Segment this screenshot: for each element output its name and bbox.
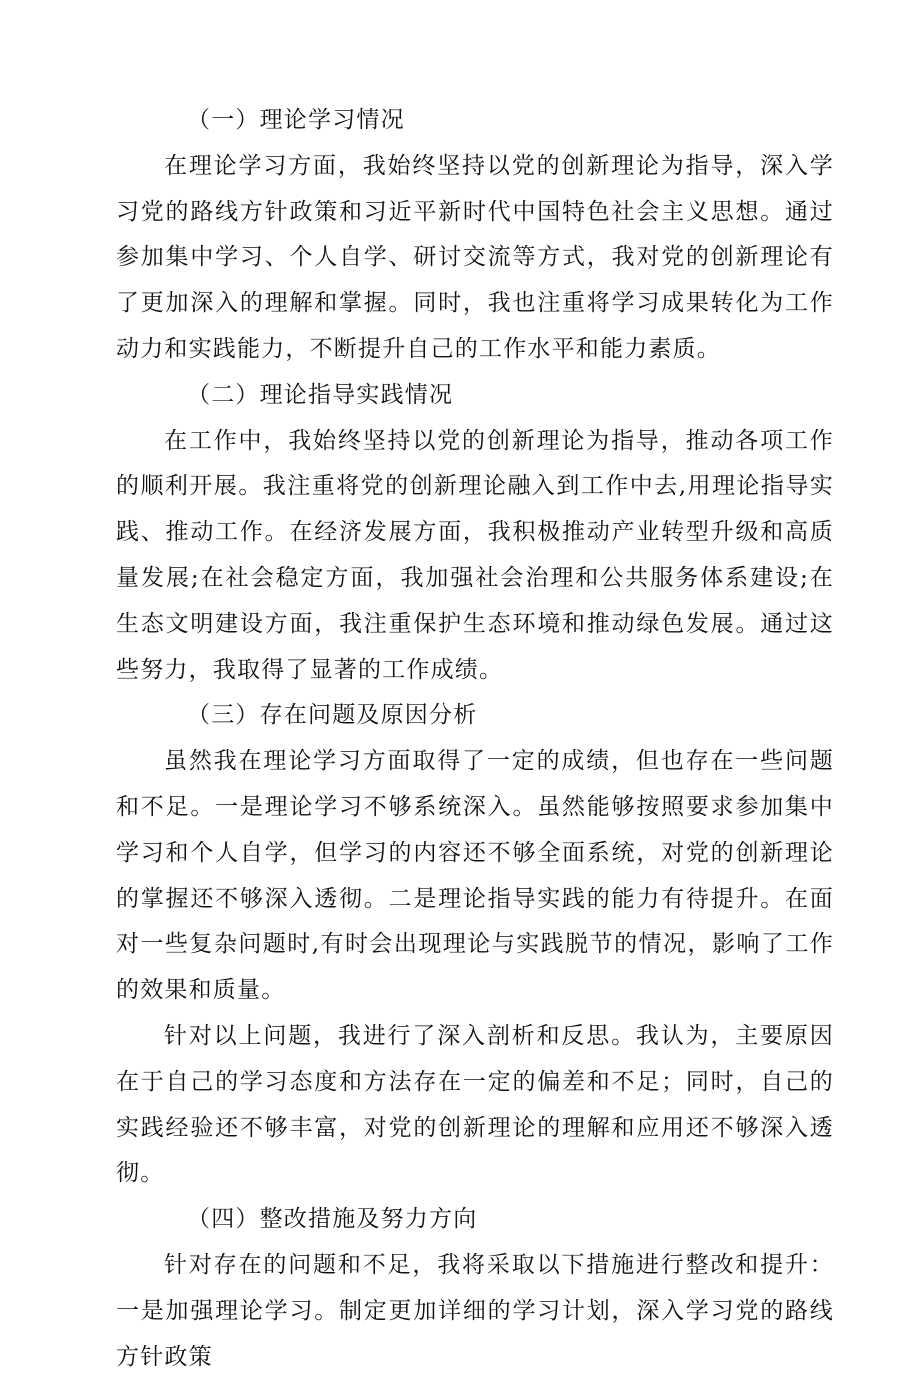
paragraph: 针对以上问题，我进行了深入剖析和反思。我认为，主要原因在于自己的学习态度和方法存在一定的偏差和不足；同时，自己的实践经验还不够丰富，对党的创新理论的理解和应用还不够深入透彻。 [116,1022,834,1187]
paragraph: 虽然我在理论学习方面取得了一定的成绩，但也存在一些问题和不足。一是理论学习不够系统深入。虽然能够按照要求参加集中学习和个人自学，但学习的内容还不够全面系统，对党的创新理论的掌握还不够深入透彻。二是理论指导实践的能力有待提升。在面对一些复杂问题时,有时会出现理论与实践脱节的情况，影响了工作的效果和质量。 [116,748,834,1004]
section-heading: （一）理论学习情况 [187,107,405,133]
paragraph: 在理论学习方面，我始终坚持以党的创新理论为指导，深入学习党的路线方针政策和习近平新时代中国特色社会主义思想。通过参加集中学习、个人自学、研讨交流等方式，我对党的创新理论有了更加深入的理解和掌握。同时，我也注重将学习成果转化为工作动力和实践能力，不断提升自己的工作水平和能力素质。 [116,152,834,362]
section-heading: （三）存在问题及原因分析 [187,702,478,729]
document-body [116,98,834,1380]
section-heading: （二）理论指导实践情况 [187,381,454,408]
paragraph: 针对存在的问题和不足，我将采取以下措施进行整改和提升：一是加强理论学习。制定更加详细的学习计划，深入学习党的路线方针政策 [116,1251,834,1370]
section-problems-analysis [116,693,834,1197]
section-rectification [116,1197,834,1380]
section-theory-study [116,98,834,373]
paragraph: 在工作中，我始终坚持以党的创新理论为指导，推动各项工作的顺利开展。我注重将党的创新理论融入到工作中去,用理论指导实践、推动工作。在经济发展方面，我积极推动产业转型升级和高质量发展;在社会稳定方面，我加强社会治理和公共服务体系建设;在生态文明建设方面，我注重保护生态环境和推动绿色发展。通过这些努力，我取得了显著的工作成绩。 [116,427,834,683]
section-heading: （四）整改措施及努力方向 [187,1206,478,1233]
section-theory-practice [116,373,834,694]
